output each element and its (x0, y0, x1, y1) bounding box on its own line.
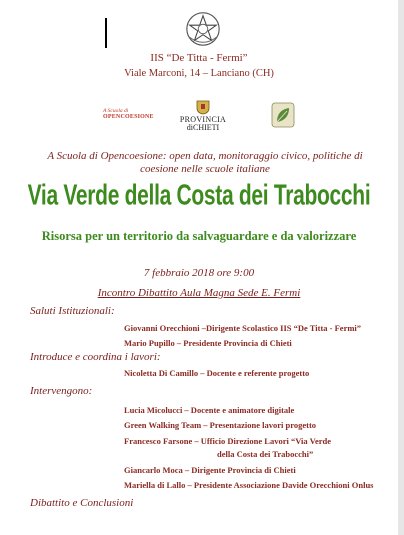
event-title: Via Verde della Costa dei Trabocchi (27, 180, 371, 212)
list-item: Mario Pupillo – Presidente Provincia di Chieti (124, 338, 292, 348)
event-date: 7 febbraio 2018 ore 9:00 (143, 267, 255, 279)
list-item: Green Walking Team – Presentazione lavori progetto (124, 420, 317, 430)
text-cursor (105, 18, 107, 48)
italian-republic-emblem-icon (184, 10, 222, 48)
provincia-logo-line1: PROVINCIA (179, 115, 227, 124)
list-item: Francesco Farsone – Ufficio Direzione Lavori “Via Verde (124, 436, 332, 446)
intro-text: A Scuola di Opencoesione: open data, monitoraggio civico, politiche di coesione nelle scuole italiane (47, 150, 363, 175)
list-item: Mariella di Lallo – Presidente Associazione Davide Orecchioni Onlus (124, 480, 374, 490)
list-item: Giancarlo Moca – Dirigente Provincia di Chieti (124, 465, 296, 475)
ascuola-logo-line1: A Scuola di (103, 108, 129, 114)
provincia-logo-line2: diCHIETI (186, 123, 220, 132)
section-dibattito: Dibattito e Conclusioni (30, 497, 134, 509)
section-saluti: Saluti Istituzionali: (30, 305, 115, 317)
list-item: della Costa dei Trabocchi” (217, 449, 314, 459)
ascuola-opencoesione-logo (103, 108, 154, 130)
list-item: Nicoletta Di Camillo – Docente e referente progetto (124, 368, 310, 378)
list-item: Giovanni Orecchioni –Dirigente Scolastico IIS “De Titta - Fermi” (124, 323, 362, 333)
section-intervengono: Intervengono: (30, 385, 93, 397)
provincia-chieti-logo (175, 100, 231, 132)
list-item: Lucia Micolucci – Docente e animatore digitale (124, 405, 295, 415)
event-subtitle: Risorsa per un territorio da salvaguardare e da valorizzare (41, 229, 357, 243)
ascuola-logo-line2: OPENCOESIONE (103, 114, 154, 120)
school-address: Viale Marconi, 14 – Lanciano (CH) (124, 68, 274, 79)
provincia-crest-icon (196, 100, 210, 115)
association-leaf-logo-icon (271, 102, 295, 128)
page-edge-shadow (398, 0, 404, 535)
event-location: Incontro Dibattito Aula Magna Sede E. Fermi (97, 287, 301, 299)
school-name: IIS “De Titta - Fermi” (150, 52, 248, 64)
section-introduce: Introduce e coordina i lavori: (30, 351, 161, 363)
